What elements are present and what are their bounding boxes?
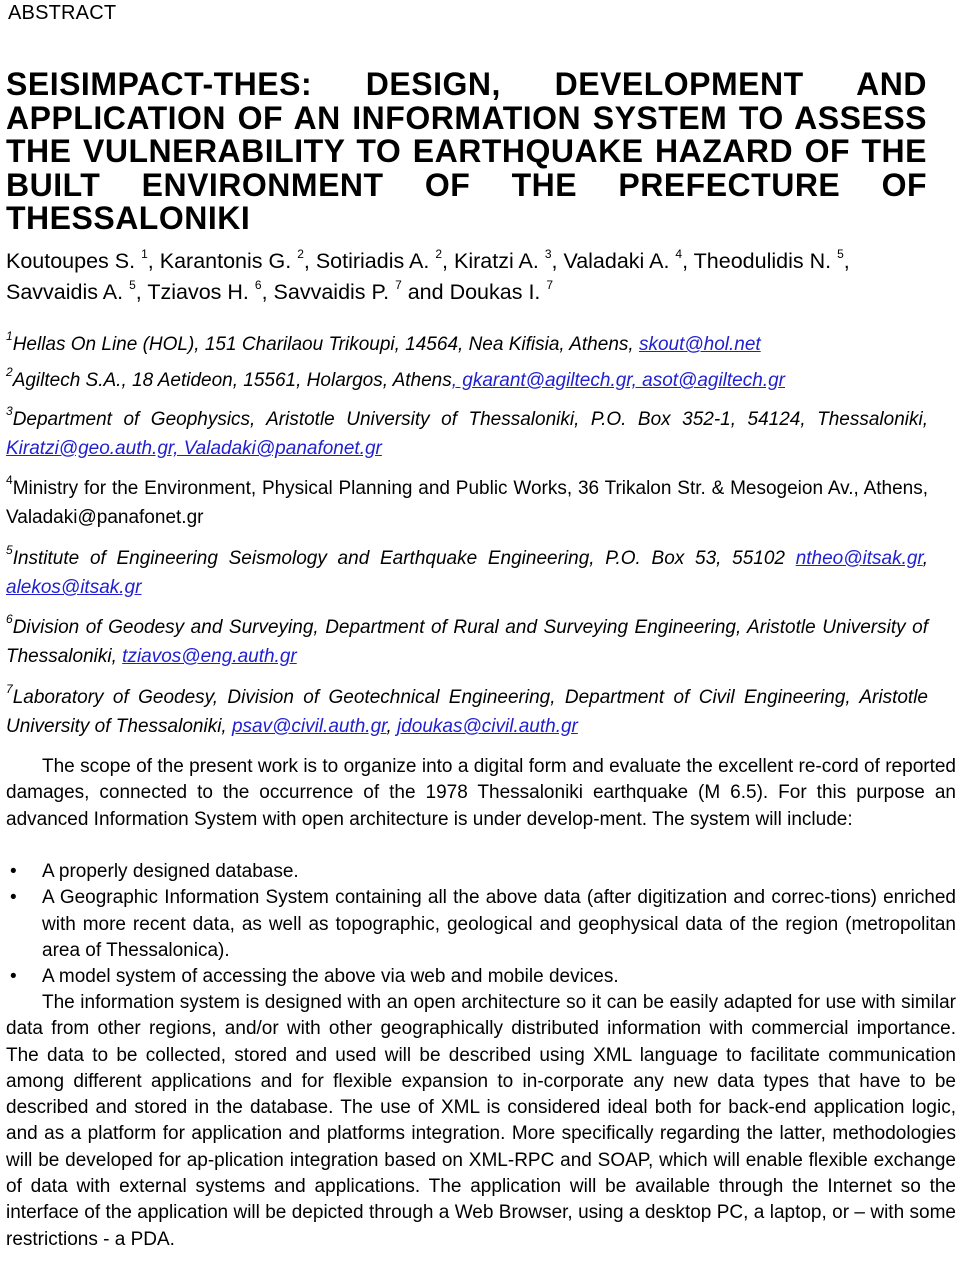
- email-link[interactable]: Kiratzi@geo.auth.gr, Valadaki@panafonet.gr: [6, 438, 382, 459]
- bullet-icon: •: [10, 887, 17, 909]
- affiliation-2: $^2$Agiltech S.A., 18 Aetideon, 15561, Holargos, Athens, gkarant@agiltech.gr, asot@agiltech.gr: [6, 365, 785, 391]
- affiliation-7: $^7$Laboratory of Geodesy, Division of Geotechnical Engineering, Department of Civil Engineering, Aristotle University of Thessaloniki, psav@civil.auth.gr, jdoukas@civil.auth.gr: [6, 682, 928, 737]
- section-label: ABSTRACT: [8, 2, 117, 24]
- list-item: • A model system of accessing the above via web and mobile devices.: [6, 964, 956, 990]
- feature-list: [6, 859, 956, 990]
- author: Kiratzi A. $^3$,: [453, 247, 564, 273]
- author: Savvaidis P. $^7$ and: [273, 278, 450, 304]
- paper-title: SEISIMPACT-THES: DESIGN, DEVELOPMENT AND APPLICATION OF AN INFORMATION SYSTEM TO ASSESS THE VULNERABILITY TO EARTHQUAKE HAZARD OF THE BUILT ENVIRONMENT OF THE PREFECTURE OF THESSALONIKI: [6, 66, 927, 236]
- bullet-icon: •: [10, 861, 17, 882]
- email-link[interactable]: jdoukas@civil.auth.gr: [397, 716, 578, 737]
- email-link[interactable]: , gkarant@agiltech.gr, asot@agiltech.gr: [451, 370, 785, 391]
- author: Tziavos H. $^6$,: [147, 278, 274, 304]
- list-item: • A properly designed database.: [6, 859, 956, 885]
- email-link[interactable]: psav@civil.auth.gr: [231, 716, 387, 737]
- author: Sotiriadis A. $^2$,: [315, 247, 454, 273]
- affiliation-4: $^4$Ministry for the Environment, Physical Planning and Public Works, 36 Trikalon Str. & Mesogeion Av., Athens, Valadaki@panafonet.gr: [6, 473, 928, 528]
- affiliation-1: $^1$Hellas On Line (HOL), 151 Charilaou Trikoupi, 14564, Nea Kifisia, Athens, skout@hol.net: [6, 329, 761, 355]
- abstract-paragraph-1: The scope of the present work is to organize into a digital form and evaluate the excellent re-cord of reported damages, connected to the occurrence of the 1978 Thessaloniki earthquake (M 6.5). For this purpose an advanced Information System with open architecture is under develop-ment. The system will include:: [6, 756, 956, 830]
- abstract-paragraph-2: The information system is designed with an open architecture so it can be easily adapted for use with similar data from other regions, and/or with other geographically distributed information with commercial importance. The data to be collected, stored and used will be described using XML language to facilitate communication among different applications and for flexible expansion to in-corporate any new data types that have to be described and stored in the database. The use of XML is considered ideal both for back-end application logic, and as a platform for application and platforms integration. More specifically regarding the latter, methodologies will be developed for ap-plication integration based on XML-RPC and SOAP, which will enable flexible exchange of data with external systems and applications. The application will be available through the Internet so the interface of the application will be depicted through a Web Browser, using a desktop PC, a laptop, or – with some restrictions - a PDA.: [6, 992, 956, 1250]
- author: Doukas I. $^7$: [449, 278, 554, 304]
- author-list: [6, 246, 936, 308]
- author: Karantonis G. $^2$,: [159, 247, 316, 273]
- affiliation-3: $^3$Department of Geophysics, Aristotle University of Thessaloniki, P.O. Box 352-1, 54124, Thessaloniki, Kiratzi@geo.auth.gr, Valadaki@panafonet.gr: [6, 404, 928, 459]
- affiliation-6: $^6$Division of Geodesy and Surveying, Department of Rural and Surveying Engineering, Aristotle University of Thessaloniki, tziavos@eng.auth.gr: [6, 612, 928, 667]
- email-link[interactable]: ntheo@itsak.gr: [795, 548, 923, 569]
- email-link[interactable]: alekos@itsak.gr: [6, 577, 142, 598]
- author: Theodulidis N. $^5$,: [693, 247, 850, 273]
- affiliation-5: $^5$Institute of Engineering Seismology and Earthquake Engineering, P.O. Box 53, 55102 ntheo@itsak.gr, alekos@itsak.gr: [6, 543, 928, 598]
- author: Valadaki A. $^4$,: [563, 247, 694, 273]
- list-item: • A Geographic Information System containing all the above data (after digitization and correc-tions) enriched with more recent data, as well as topographic, geological and geophysical data of the region (metropolitan area of Thessalonica).: [10, 887, 956, 961]
- author: Savvaidis A. $^5$,: [6, 278, 148, 304]
- email-link[interactable]: skout@hol.net: [638, 334, 761, 355]
- bullet-icon: •: [10, 966, 17, 988]
- email-link[interactable]: tziavos@eng.auth.gr: [122, 646, 297, 667]
- author: Koutoupes S. $^1$,: [6, 247, 160, 273]
